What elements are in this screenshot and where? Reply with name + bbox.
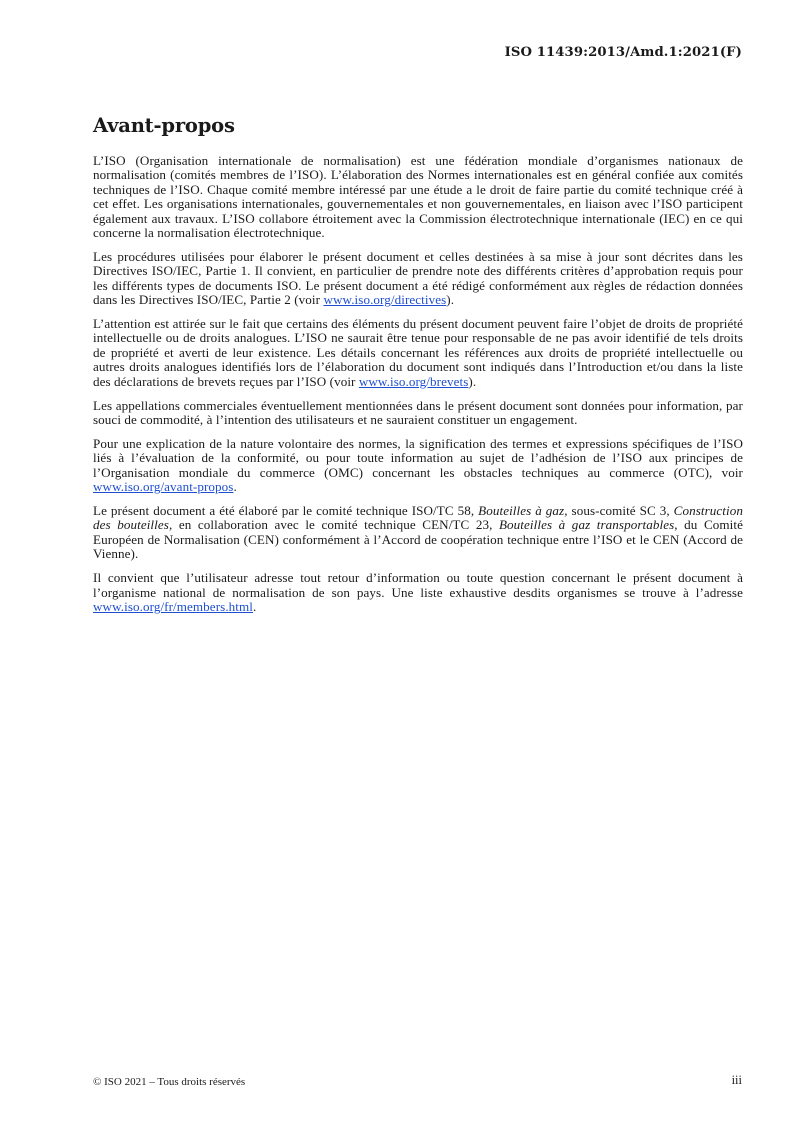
link-directives[interactable]: www.iso.org/directives <box>323 292 447 308</box>
paragraph-text: L’ISO (Organisation internationale de normalisation) est une fédération mondiale d’organismes nationaux de normalisation (comités membres de l’ISO). L’élaboration des Normes internationales est en général confiée aux comités techniques de l’ISO. Chaque comité membre intéressé par une étude a le droit de faire partie du comité technique créé à cet effet. Les organisations internationales, gouvernementales et non gouvernementales, en liaison avec l’ISO participent également aux travaux. L’ISO collabore étroitement avec la Commission électrotechnique internationale (IEC) en ce qui concerne la normalisation électrotechnique. <box>93 153 743 241</box>
link-brevets[interactable]: www.iso.org/brevets <box>358 373 469 389</box>
paragraph-committee <box>93 504 743 562</box>
page-number: iii <box>731 1073 742 1087</box>
link-members[interactable]: www.iso.org/fr/members.html <box>93 598 253 614</box>
paragraph-text: Il convient que l’utilisateur adresse tout retour d’information ou toute question concernant le présent document à l’organisme national de normalisation de son pays. Une liste exhaustive desdits organismes se trouve à l’adresse <box>93 570 743 600</box>
paragraph-text: , sous-comité SC 3, <box>564 503 674 519</box>
cen-committee-name: Bouteilles à gaz transportables <box>498 517 675 533</box>
paragraph-voluntary-nature <box>93 437 743 495</box>
paragraph-text: , du Comité Européen de Normalisation (CEN) conformément à l’Accord de coopération technique entre l’ISO et le CEN (Accord de Vienne). <box>93 517 743 562</box>
paragraph-text: L’attention est attirée sur le fait que certains des éléments du présent document peuvent faire l’objet de droits de propriété intellectuelle ou de droits analogues. L’ISO ne saurait être tenue pour responsable de ne pas avoir identifié de tels droits de propriété et averti de leur existence. Les détails concernant les références aux droits de propriété intellectuelle ou autres droits analogues identifiés lors de l’élaboration du document sont indiqués dans l’Introduction et/ou dans la liste des déclarations de brevets reçues par l’ISO (voir <box>93 316 743 389</box>
paragraph-end: . <box>233 479 237 495</box>
section-title: Avant-propos <box>93 114 235 137</box>
foreword-body <box>93 154 743 624</box>
paragraph-text: Le présent document a été élaboré par le comité technique ISO/TC 58, <box>93 503 479 519</box>
paragraph-text: , en collaboration avec le comité technique CEN/TC 23, <box>168 517 499 533</box>
link-avant-propos[interactable]: www.iso.org/avant-propos <box>93 479 234 495</box>
paragraph-patents <box>93 317 743 389</box>
paragraph-iso-description <box>93 154 743 240</box>
document-identifier: ISO 11439:2013/Amd.1:2021(F) <box>504 45 742 60</box>
paragraph-end: . <box>253 598 257 614</box>
paragraph-feedback <box>93 571 743 614</box>
paragraph-trade-names <box>93 399 743 428</box>
paragraph-end: ). <box>468 373 477 389</box>
paragraph-text: Les procédures utilisées pour élaborer le présent document et celles destinées à sa mise à jour sont décrites dans les Directives ISO/IEC, Partie 1. Il convient, en particulier de prendre note des différents critères d’approbation requis pour les différents types de documents ISO. Le présent document a été rédigé conformément aux règles de rédaction données dans les Directives ISO/IEC, Partie 2 (voir <box>93 248 743 308</box>
paragraph-text: Pour une explication de la nature volontaire des normes, la signification des termes et expressions spécifiques de l’ISO liés à l’évaluation de la conformité, ou pour toute information au sujet de l’adhésion de l’ISO aux principes de l’Organisation mondiale du commerce (OMC) concernant les obstacles techniques au commerce (OTC), voir <box>93 435 743 480</box>
paragraph-end: ). <box>446 292 455 308</box>
committee-name: Bouteilles à gaz <box>478 503 565 519</box>
paragraph-procedures <box>93 250 743 308</box>
subcommittee-name: Construction des bouteilles <box>93 503 743 533</box>
copyright-notice: © ISO 2021 – Tous droits réservés <box>93 1076 246 1088</box>
paragraph-text: Les appellations commerciales éventuellement mentionnées dans le présent document sont données pour information, par souci de commodité, à l’intention des utilisateurs et ne sauraient constituer un engagement. <box>93 397 743 427</box>
